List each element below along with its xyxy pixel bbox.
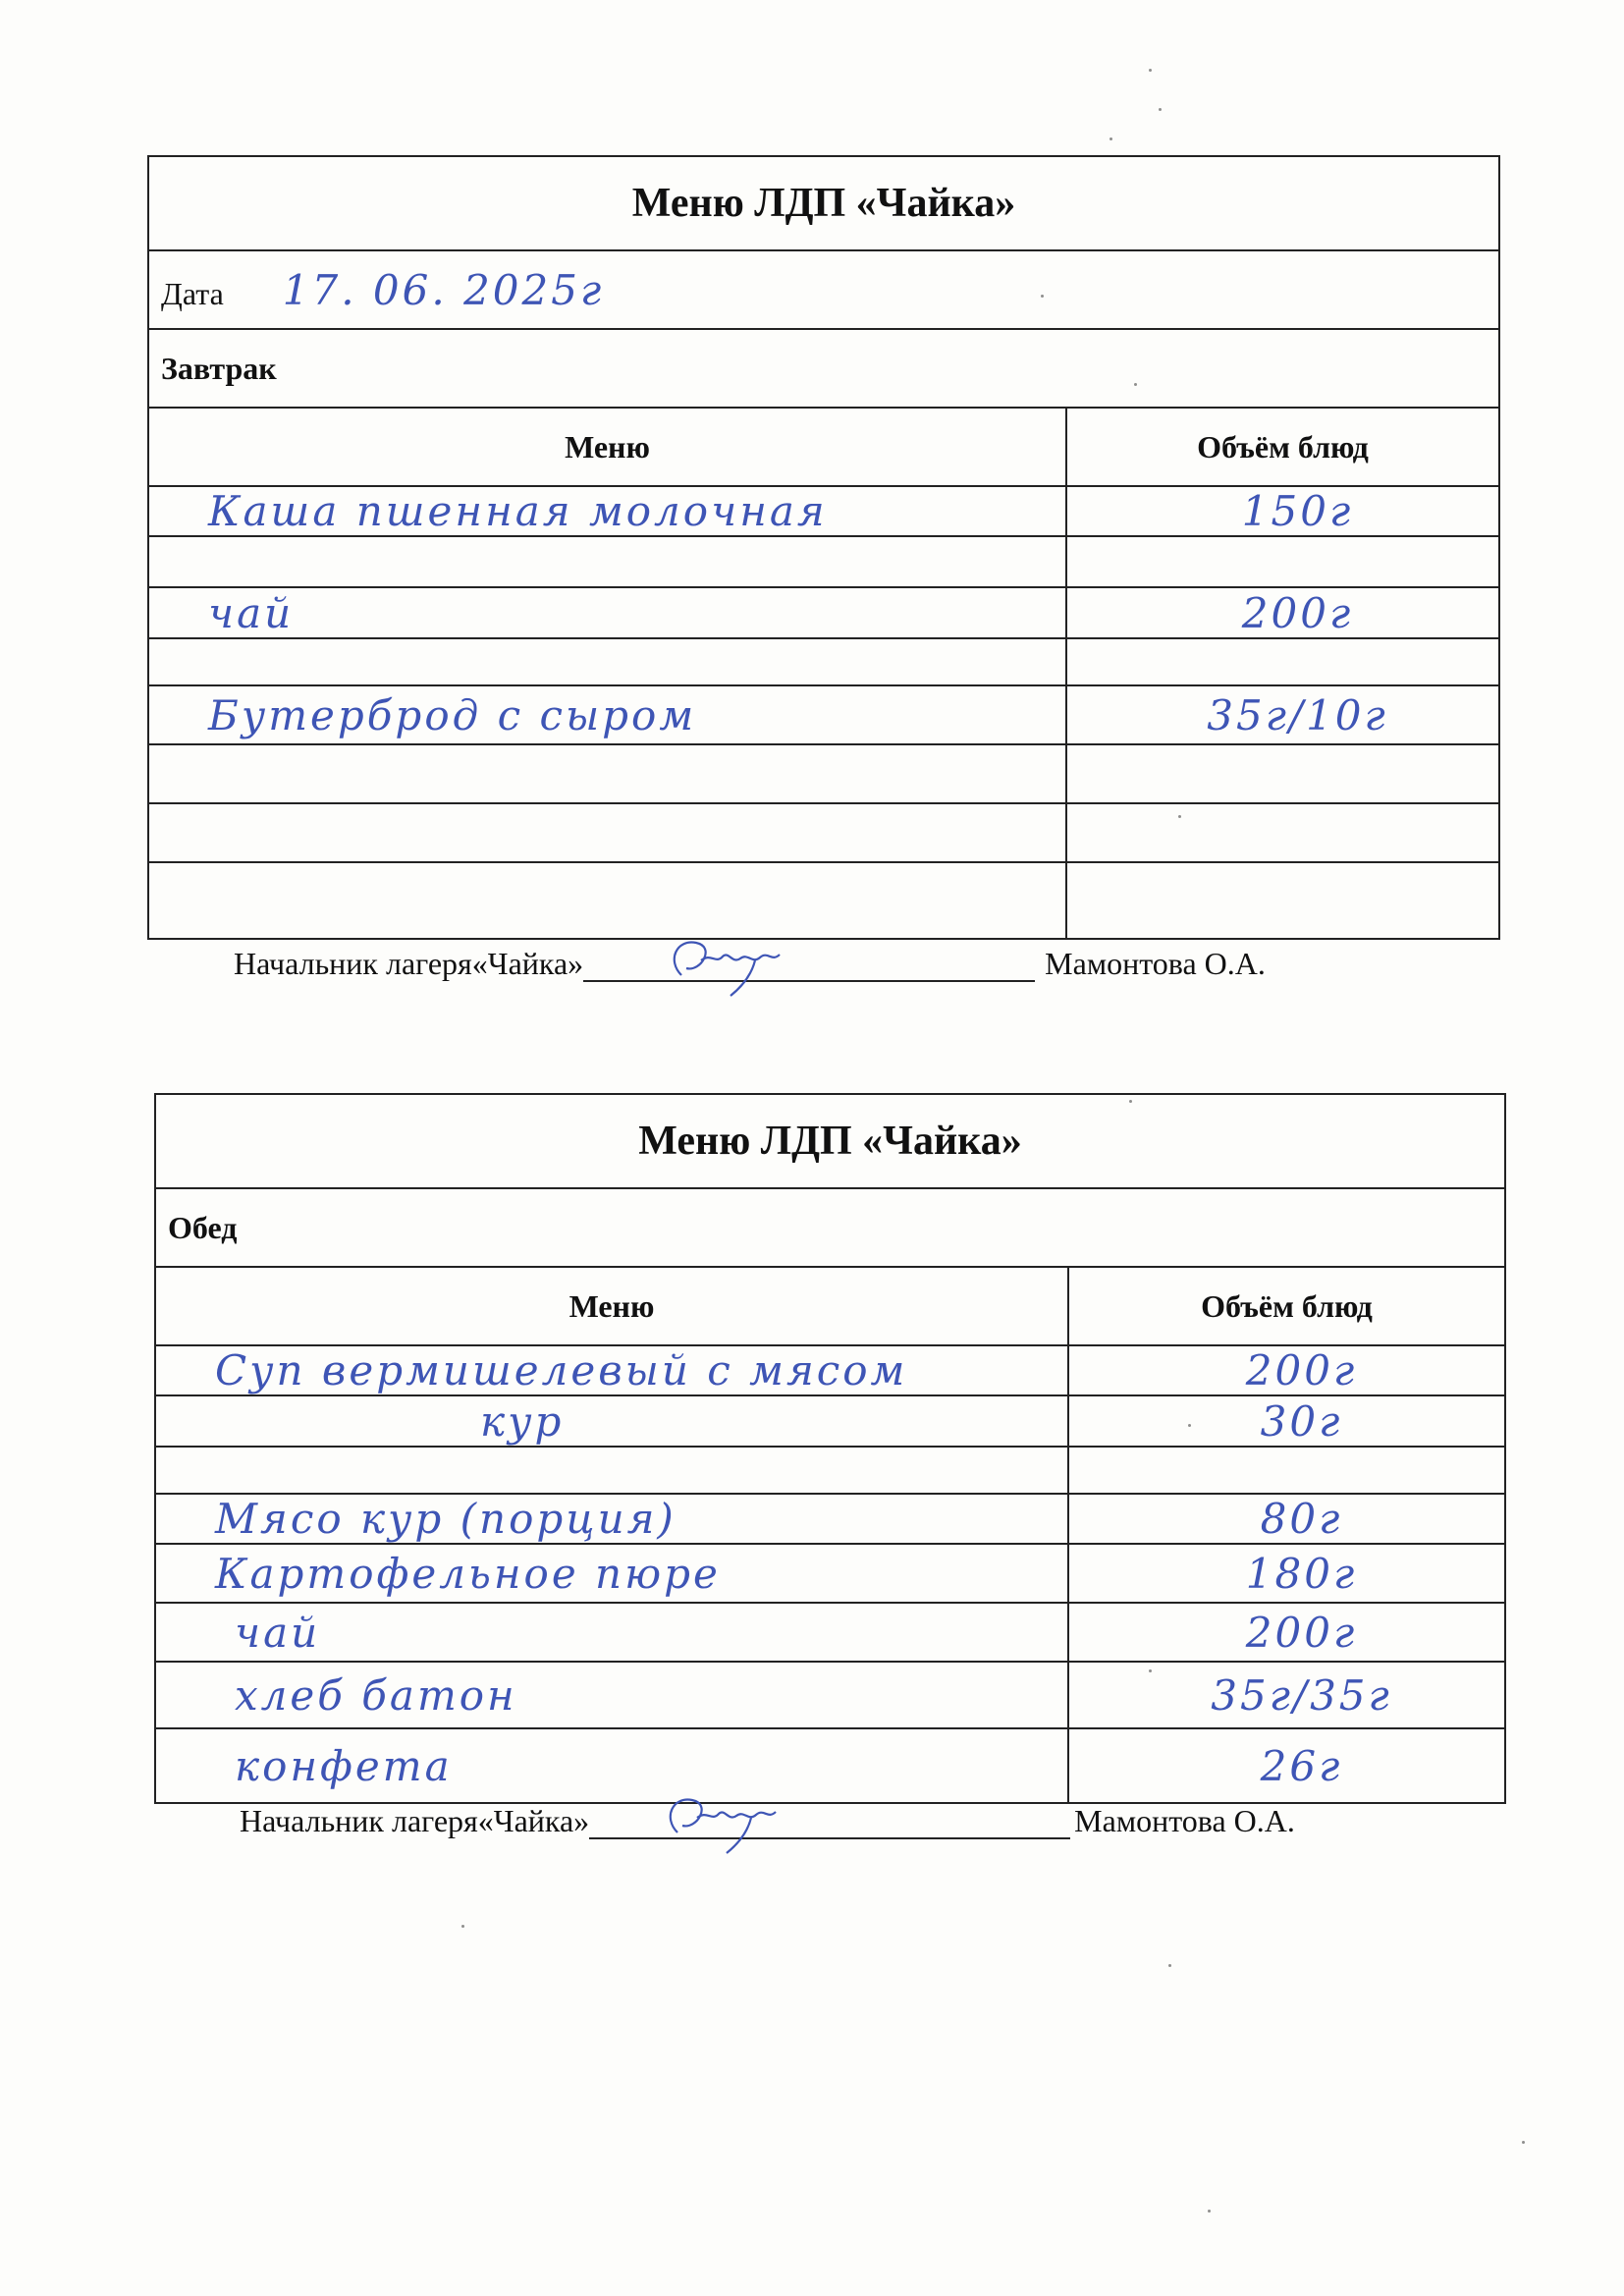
table-row (148, 744, 1499, 803)
scan-speck (1159, 108, 1162, 111)
date-row (148, 250, 1499, 329)
dish-cell: кур (155, 1395, 1068, 1447)
dish-cell: конфета (155, 1728, 1068, 1803)
menu-title: Меню ЛДП «Чайка» (155, 1094, 1505, 1188)
scan-speck (1110, 137, 1112, 140)
breakfast-signature-line (234, 945, 1266, 982)
volume-cell (1068, 1447, 1505, 1494)
table-row (155, 1662, 1505, 1728)
dish-cell (155, 1447, 1068, 1494)
scan-speck (1168, 1964, 1171, 1967)
volume-cell (1066, 536, 1499, 587)
lunch-signature-line (240, 1802, 1295, 1839)
table-row (148, 803, 1499, 862)
signature-scribble (658, 1788, 805, 1857)
dish-cell (148, 536, 1066, 587)
lunch-menu-table (154, 1093, 1506, 1804)
breakfast-menu-table (147, 155, 1500, 940)
signature-field (589, 1802, 1070, 1839)
table-row (148, 862, 1499, 939)
table-row (148, 638, 1499, 685)
dish-cell: чай (148, 587, 1066, 638)
volume-cell: 35г/35г (1068, 1662, 1505, 1728)
signatory-name: Мамонтова О.А. (1074, 1803, 1295, 1838)
dish-cell (148, 862, 1066, 939)
column-header-menu: Меню (155, 1267, 1068, 1345)
dish-cell: Каша пшенная молочная (148, 486, 1066, 536)
volume-cell (1066, 744, 1499, 803)
volume-cell: 200г (1066, 587, 1499, 638)
dish-cell (148, 638, 1066, 685)
volume-cell: 150г (1066, 486, 1499, 536)
table-row (155, 1345, 1505, 1395)
volume-cell: 35г/10г (1066, 685, 1499, 744)
volume-cell: 80г (1068, 1494, 1505, 1544)
dish-cell: чай (155, 1603, 1068, 1662)
volume-cell (1066, 862, 1499, 939)
table-row (148, 685, 1499, 744)
dish-cell (148, 803, 1066, 862)
volume-cell: 180г (1068, 1544, 1505, 1603)
dish-cell: хлеб батон (155, 1662, 1068, 1728)
column-header-volume: Объём блюд (1066, 408, 1499, 486)
signatory-name: Мамонтова О.А. (1045, 946, 1266, 981)
date-value: 17. 06. 2025г (282, 265, 605, 314)
table-row (155, 1494, 1505, 1544)
column-header-menu: Меню (148, 408, 1066, 486)
table-row (155, 1544, 1505, 1603)
dish-cell: Мясо кур (порция) (155, 1494, 1068, 1544)
signature-field (583, 945, 1035, 982)
table-row (155, 1395, 1505, 1447)
volume-cell (1066, 803, 1499, 862)
table-row (155, 1603, 1505, 1662)
date-label: Дата (161, 275, 224, 311)
table-row (148, 486, 1499, 536)
volume-cell: 30г (1068, 1395, 1505, 1447)
table-row (155, 1728, 1505, 1803)
scan-speck (461, 1925, 464, 1928)
table-row (148, 587, 1499, 638)
dish-cell: Картофельное пюре (155, 1544, 1068, 1603)
table-row (155, 1447, 1505, 1494)
meal-label: Завтрак (148, 329, 1499, 408)
volume-cell: 200г (1068, 1603, 1505, 1662)
column-header-volume: Объём блюд (1068, 1267, 1505, 1345)
menu-title: Меню ЛДП «Чайка» (148, 156, 1499, 250)
signature-scribble (662, 931, 809, 1000)
volume-cell: 26г (1068, 1728, 1505, 1803)
scan-speck (1149, 69, 1152, 72)
signatory-role: Начальник лагеря«Чайка» (240, 1803, 590, 1838)
dish-cell (148, 744, 1066, 803)
meal-label: Обед (155, 1188, 1505, 1267)
volume-cell (1066, 638, 1499, 685)
scan-speck (1208, 2210, 1211, 2213)
dish-cell: Суп вермишелевый с мясом (155, 1345, 1068, 1395)
table-row (148, 536, 1499, 587)
signatory-role: Начальник лагеря«Чайка» (234, 946, 584, 981)
scan-speck (1522, 2141, 1525, 2144)
dish-cell: Бутерброд с сыром (148, 685, 1066, 744)
volume-cell: 200г (1068, 1345, 1505, 1395)
